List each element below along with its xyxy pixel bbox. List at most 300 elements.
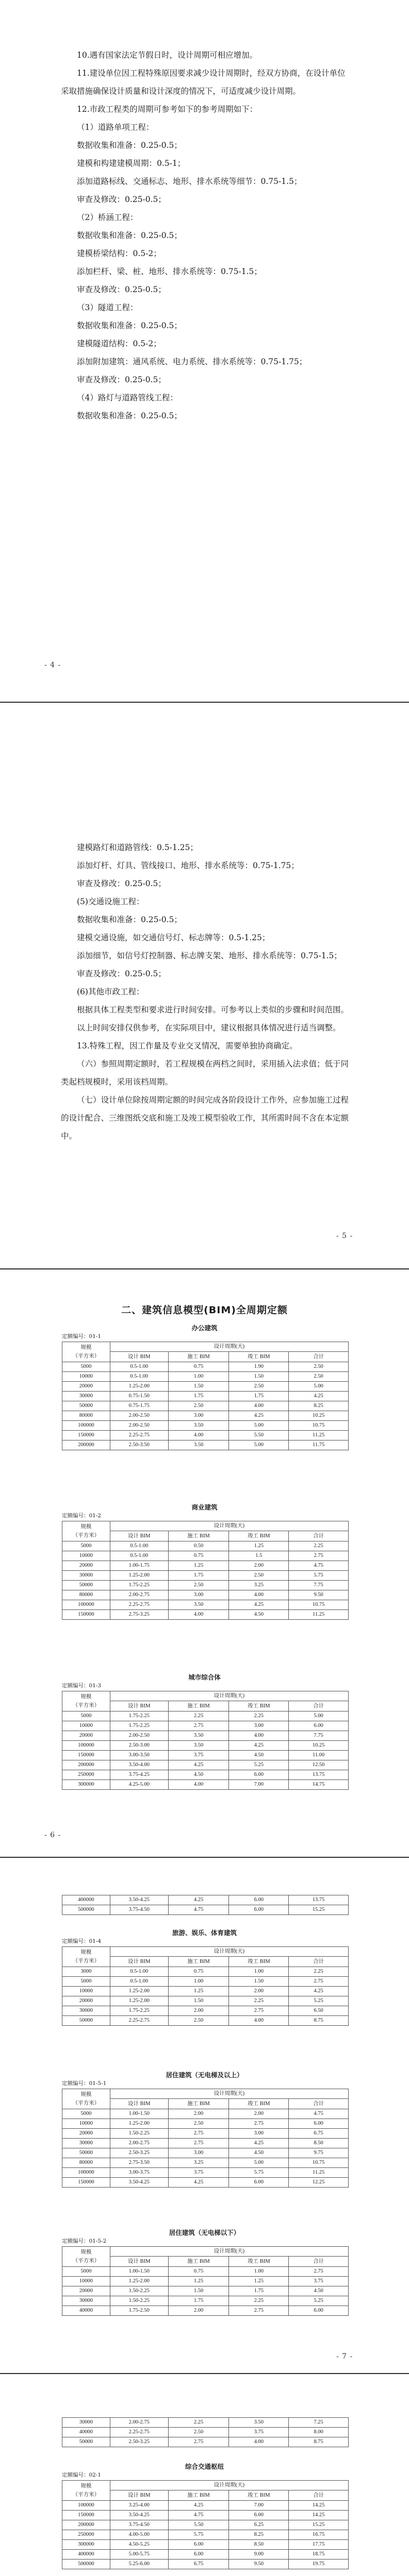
cell-completion-bim: 3.50 [229, 2418, 289, 2428]
table-row [62, 1895, 349, 1905]
cell-total: 10.75 [289, 1421, 349, 1431]
cell-total: 5.25 [289, 2296, 349, 2306]
header-period: 设计周期(天) [110, 1947, 348, 1957]
cell-construction-bim: 4.25 [168, 2178, 229, 2188]
table-row [62, 1610, 349, 1620]
quota-table [62, 1691, 349, 1790]
header-scale: 规模 （平方米） [62, 2247, 110, 2267]
cell-completion-bim: 1.25 [229, 2277, 289, 2286]
table-row [62, 1362, 349, 1372]
paragraph: （1）道路单项工程： [77, 123, 154, 132]
cell-total: 10.75 [289, 2158, 349, 2168]
cell-total: 4.75 [289, 1561, 349, 1571]
paragraph: (6)其他市政工程： [77, 987, 144, 996]
cell-completion-bim: 3.75 [229, 2428, 289, 2437]
cell-completion-bim: 4.25 [229, 1411, 289, 1421]
paragraph: 添加栏杆、梁、桩、地形、排水系统等：0.75-1.5； [77, 267, 262, 276]
table-row [62, 2016, 349, 2026]
cell-completion-bim: 4.50 [229, 2148, 289, 2158]
paragraph: 数据收集和准备：0.25-0.5； [77, 141, 182, 150]
cell-scale: 50000 [62, 2148, 110, 2158]
table-row [62, 1421, 349, 1431]
cell-design-bim: 4.25-5.00 [110, 1780, 168, 1790]
cell-scale: 80000 [62, 2158, 110, 2168]
header-period: 设计周期(天) [110, 2089, 348, 2099]
header-completion-bim: 竣工 BIM [229, 2257, 289, 2267]
cell-scale: 40000 [62, 2428, 110, 2437]
cell-construction-bim: 3.25 [168, 2158, 229, 2168]
cell-total: 8.25 [289, 1401, 349, 1411]
cell-scale: 5000 [62, 1711, 110, 1721]
cell-completion-bim: 1.25 [229, 1541, 289, 1551]
cell-total: 2.25 [289, 1541, 349, 1551]
paragraph: 11.建设单位因工程特殊原因要求减少设计周期时，经双方协商，在设计单位采取措施确保设计质量和设计深度的情况下，可适度减少设计周期。 [61, 69, 346, 96]
cell-scale: 20000 [62, 2129, 110, 2139]
paragraph: 添加灯杆、灯具、管线接口、地形、排水系统等：0.75-1.75； [77, 861, 299, 870]
cell-total: 2.50 [289, 1372, 349, 1382]
table-row [62, 2511, 349, 2520]
cell-scale: 250000 [62, 1770, 110, 1780]
cell-total: 10.75 [289, 1600, 349, 1610]
table-row [62, 1996, 349, 2006]
cell-scale: 20000 [62, 1996, 110, 2006]
cell-completion-bim: 4.50 [229, 1610, 289, 1620]
cell-design-bim: 0.5-1.00 [110, 1541, 168, 1551]
table-row [62, 1770, 349, 1780]
table-code: 定额编号：02-1 [62, 2472, 102, 2478]
cell-scale: 150000 [62, 1610, 110, 1620]
quota-table-continued [62, 1895, 349, 1915]
table-row [62, 1392, 349, 1401]
table-row [62, 1987, 349, 1996]
cell-completion-bim: 1.50 [229, 1977, 289, 1987]
cell-design-bim: 2.25-2.75 [110, 1431, 168, 1440]
cell-design-bim: 2.00-2.50 [110, 1421, 168, 1431]
paragraph: 添加附加建筑：通风系统、电力系统、排水系统等：0.75-1.75； [77, 357, 307, 366]
page-6 [0, 1269, 409, 1857]
cell-scale: 150000 [62, 1751, 110, 1760]
cell-total: 15.25 [289, 1905, 349, 1915]
cell-scale: 10000 [62, 1721, 110, 1731]
cell-scale: 100000 [62, 1741, 110, 1751]
cell-scale: 80000 [62, 1411, 110, 1421]
table-row [62, 2540, 349, 2550]
table-row [62, 2109, 349, 2119]
header-scale: 规模 （平方米） [62, 1342, 110, 1362]
cell-construction-bim: 3.50 [168, 1421, 229, 1431]
cell-design-bim: 1.50-2.25 [110, 2286, 168, 2296]
header-completion-bim: 竣工 BIM [229, 2099, 289, 2109]
cell-total: 4.25 [289, 1987, 349, 1996]
header-design-bim: 设计 BIM [110, 2099, 168, 2109]
header-period: 设计周期(天) [110, 2481, 348, 2490]
cell-design-bim: 1.75-2.25 [110, 1711, 168, 1721]
cell-design-bim: 1.25-2.00 [110, 1571, 168, 1581]
header-completion-bim: 竣工 BIM [229, 1352, 289, 1362]
header-completion-bim: 竣工 BIM [229, 2490, 289, 2501]
cell-construction-bim: 2.50 [168, 2428, 229, 2437]
paragraph: （七）设计单位除按周期定额的时间完成各阶段设计工作外，应参加施工过程的设计配合、三维图纸交底和施工及竣工模型验收工作，其所需时间不含在本定额中。 [61, 1095, 349, 1141]
cell-completion-bim: 1.75 [229, 1392, 289, 1401]
cell-total: 11.25 [289, 1610, 349, 1620]
cell-completion-bim: 2.00 [229, 1561, 289, 1571]
cell-completion-bim: 5.75 [229, 2168, 289, 2178]
header-total: 合计 [289, 1957, 349, 1967]
cell-total: 8.75 [289, 2437, 349, 2447]
table-row [62, 1561, 349, 1571]
header-construction-bim: 施工 BIM [168, 1701, 229, 1711]
cell-construction-bim: 1.25 [168, 2277, 229, 2286]
table-title: 居住建筑（无电梯以下） [169, 2229, 240, 2236]
cell-construction-bim: 1.25 [168, 1987, 229, 1996]
table-row [62, 1600, 349, 1610]
table-row [62, 2267, 349, 2277]
cell-total: 8.50 [289, 2139, 349, 2148]
cell-completion-bim: 1.50 [229, 1372, 289, 1382]
cell-construction-bim: 1.75 [168, 2296, 229, 2306]
cell-design-bim: 0.75-1.75 [110, 1401, 168, 1411]
cell-design-bim: 3.00-3.50 [110, 1751, 168, 1760]
cell-total: 4.50 [289, 2286, 349, 2296]
cell-construction-bim: 4.75 [168, 2511, 229, 2520]
header-design-bim: 设计 BIM [110, 1701, 168, 1711]
cell-completion-bim: 4.00 [229, 2016, 289, 2026]
cell-construction-bim: 3.50 [168, 1741, 229, 1751]
cell-design-bim: 3.25-4.00 [110, 2501, 168, 2511]
cell-scale: 5000 [62, 2109, 110, 2119]
table-row [62, 1741, 349, 1751]
paragraph: （2）桥涵工程： [77, 213, 138, 222]
cell-scale: 400000 [62, 1895, 110, 1905]
table-row [62, 2119, 349, 2129]
cell-construction-bim: 0.50 [168, 1541, 229, 1551]
cell-total: 5.25 [289, 1996, 349, 2006]
cell-design-bim: 1.50-2.25 [110, 2129, 168, 2139]
header-construction-bim: 施工 BIM [168, 2099, 229, 2109]
paragraph: 数据收集和准备：0.25-0.5； [77, 231, 182, 240]
paragraph: 建模和构建建模周期：0.5-1； [77, 159, 186, 168]
cell-completion-bim: 2.75 [229, 2006, 289, 2016]
cell-total: 14.25 [289, 2501, 349, 2511]
cell-scale: 100000 [62, 1600, 110, 1610]
cell-construction-bim: 1.50 [168, 1382, 229, 1392]
cell-construction-bim: 6.75 [168, 2560, 229, 2569]
cell-completion-bim: 5.00 [229, 1421, 289, 1431]
cell-construction-bim: 2.50 [168, 1401, 229, 1411]
header-scale: 规模 （平方米） [62, 1691, 110, 1711]
cell-construction-bim: 0.75 [168, 1967, 229, 1977]
cell-construction-bim: 3.00 [168, 2148, 229, 2158]
cell-completion-bim: 6.00 [229, 2511, 289, 2520]
header-design-bim: 设计 BIM [110, 2257, 168, 2267]
paragraph: 10.遇有国家法定节假日时，设计周期可相应增加。 [77, 50, 258, 60]
cell-total: 11.25 [289, 1431, 349, 1440]
page-5-body [61, 839, 350, 1145]
cell-design-bim: 1.75-2.25 [110, 1581, 168, 1590]
page-number: - 4 - [44, 661, 61, 669]
paragraph: 审查及修改：0.25-0.5； [77, 285, 166, 294]
cell-total: 13.75 [289, 1770, 349, 1780]
cell-scale: 300000 [62, 2540, 110, 2550]
cell-scale: 10000 [62, 1372, 110, 1382]
page-number: - 7 - [336, 2352, 353, 2361]
page-number: - 6 - [44, 1831, 61, 1839]
cell-design-bim: 2.50-3.00 [110, 1741, 168, 1751]
header-total: 合计 [289, 1531, 349, 1541]
chapter-title: 二、建筑信息模型(BIM)全周期定额 [121, 1304, 288, 1316]
cell-design-bim: 1.25-2.00 [110, 1382, 168, 1392]
cell-total: 5.75 [289, 1571, 349, 1581]
cell-construction-bim: 3.00 [168, 1411, 229, 1421]
cell-total: 2.75 [289, 2267, 349, 2277]
page-4-body [61, 46, 350, 425]
cell-construction-bim: 4.50 [168, 1770, 229, 1780]
cell-scale: 500000 [62, 2560, 110, 2569]
cell-total: 7.75 [289, 1731, 349, 1741]
cell-total: 8.75 [289, 2016, 349, 2026]
cell-construction-bim: 0.75 [168, 2267, 229, 2277]
table-row [62, 2501, 349, 2511]
table-row [62, 1411, 349, 1421]
cell-construction-bim: 4.00 [168, 1610, 229, 1620]
cell-scale: 150000 [62, 1431, 110, 1440]
paragraph: 12.市政工程类的周期可参考如下的参考周期如下： [77, 105, 258, 114]
cell-completion-bim: 3.00 [229, 1721, 289, 1731]
cell-scale: 20000 [62, 1382, 110, 1392]
header-construction-bim: 施工 BIM [168, 2490, 229, 2501]
quota-table [62, 2480, 349, 2569]
cell-scale: 30000 [62, 1392, 110, 1401]
cell-total: 6.75 [289, 2129, 349, 2139]
cell-construction-bim: 1.00 [168, 1372, 229, 1382]
table-row [62, 1721, 349, 1731]
table-row [62, 2306, 349, 2316]
header-completion-bim: 竣工 BIM [229, 1957, 289, 1967]
paragraph: 数据收集和准备：0.25-0.5； [77, 411, 182, 420]
header-scale: 规模 （平方米） [62, 1947, 110, 1967]
cell-design-bim: 4.00-5.00 [110, 2530, 168, 2540]
cell-design-bim: 1.75-2.25 [110, 1721, 168, 1731]
header-scale: 规模 （平方米） [62, 2089, 110, 2109]
cell-total: 2.25 [289, 1967, 349, 1977]
cell-completion-bim: 6.25 [229, 2520, 289, 2530]
quota-table [62, 1342, 349, 1450]
cell-scale: 200000 [62, 1440, 110, 1450]
header-period: 设计周期(天) [110, 1342, 348, 1352]
header-period: 设计周期(天) [110, 1521, 348, 1531]
table-row [62, 1780, 349, 1790]
header-total: 合计 [289, 2099, 349, 2109]
cell-design-bim: 3.50-4.25 [110, 1895, 168, 1905]
paragraph: 根据具体工程类型和要求进行时间安排。可参考以上类似的步骤和时间范围。 [77, 1005, 349, 1014]
cell-construction-bim: 2.50 [168, 1581, 229, 1590]
cell-design-bim: 2.00-2.50 [110, 1411, 168, 1421]
quota-table [62, 1521, 349, 1620]
header-completion-bim: 竣工 BIM [229, 1701, 289, 1711]
cell-completion-bim: 2.00 [229, 2109, 289, 2119]
cell-total: 7.75 [289, 1581, 349, 1590]
page-4 [0, 0, 409, 701]
cell-design-bim: 3.50-4.25 [110, 2511, 168, 2520]
cell-scale: 100000 [62, 2501, 110, 2511]
table-title: 办公建筑 [191, 1324, 218, 1332]
table-row [62, 1581, 349, 1590]
cell-scale: 150000 [62, 2178, 110, 2188]
quota-table [62, 2089, 349, 2188]
cell-total: 17.75 [289, 2540, 349, 2550]
cell-construction-bim: 2.25 [168, 2418, 229, 2428]
cell-total: 11.25 [289, 2168, 349, 2178]
header-design-bim: 设计 BIM [110, 1352, 168, 1362]
table-row [62, 2178, 349, 2188]
cell-completion-bim: 1.00 [229, 1967, 289, 1977]
cell-completion-bim: 3.25 [229, 1581, 289, 1590]
cell-design-bim: 3.00-3.75 [110, 2168, 168, 2178]
table-code: 定额编号：01-5-2 [62, 2238, 107, 2244]
cell-construction-bim: 2.00 [168, 2006, 229, 2016]
cell-scale: 150000 [62, 2511, 110, 2520]
cell-design-bim: 1.75-2.50 [110, 2306, 168, 2316]
paragraph: 建模路灯和道路管线：0.5-1.25； [77, 843, 198, 852]
cell-construction-bim: 3.50 [168, 1731, 229, 1741]
cell-design-bim: 0.75-1.50 [110, 1392, 168, 1401]
cell-total: 12.50 [289, 1760, 349, 1770]
paragraph: 数据收集和准备：0.25-0.5； [77, 321, 182, 330]
paragraph: 审查及修改：0.25-0.5； [77, 195, 166, 204]
cell-construction-bim: 2.75 [168, 2139, 229, 2148]
cell-total: 10.25 [289, 1741, 349, 1751]
cell-design-bim: 2.25-2.75 [110, 2428, 168, 2437]
cell-total: 19.75 [289, 2560, 349, 2569]
table-title: 城市综合体 [188, 1673, 221, 1681]
cell-total: 4.25 [289, 1392, 349, 1401]
cell-total: 6.00 [289, 1721, 349, 1731]
cell-scale: 5000 [62, 1977, 110, 1987]
table-row [62, 2129, 349, 2139]
cell-design-bim: 2.75-3.50 [110, 2158, 168, 2168]
table-code: 定额编号：01-3 [62, 1683, 102, 1689]
table-title: 旅游、娱乐、体育建筑 [172, 1929, 237, 1937]
cell-total: 2.75 [289, 1551, 349, 1561]
table-row [62, 1431, 349, 1440]
paragraph: 建模隧道结构：0.5-2； [77, 339, 161, 348]
table-row [62, 2428, 349, 2437]
cell-scale: 200000 [62, 2520, 110, 2530]
cell-total: 4.75 [289, 2109, 349, 2119]
cell-design-bim: 1.00-1.75 [110, 1561, 168, 1571]
cell-scale: 20000 [62, 2286, 110, 2296]
header-scale: 规模 （平方米） [62, 2481, 110, 2501]
table-row [62, 1731, 349, 1741]
cell-design-bim: 0.5-1.00 [110, 1551, 168, 1561]
table-row [62, 2520, 349, 2530]
table-row [62, 1967, 349, 1977]
cell-design-bim: 0.5-1.00 [110, 1362, 168, 1372]
cell-scale: 10000 [62, 2119, 110, 2129]
cell-design-bim: 2.00-2.75 [110, 1590, 168, 1600]
header-period: 设计周期(天) [110, 2247, 348, 2257]
cell-completion-bim: 2.25 [229, 1711, 289, 1721]
cell-scale: 200000 [62, 1760, 110, 1770]
cell-design-bim: 1.25-2.00 [110, 2277, 168, 2286]
cell-scale: 250000 [62, 2530, 110, 2540]
table-title: 居住建筑（无电梯及以上） [166, 2071, 243, 2079]
cell-total: 16.75 [289, 2530, 349, 2540]
cell-construction-bim: 4.75 [168, 1905, 229, 1915]
page-number: - 5 - [336, 1232, 353, 1240]
cell-design-bim: 2.00-2.75 [110, 2139, 168, 2148]
paragraph: （4）路灯与道路管线工程： [77, 393, 178, 402]
cell-design-bim: 5.25-6.00 [110, 2560, 168, 2569]
cell-construction-bim: 2.25 [168, 1711, 229, 1721]
cell-total: 5.00 [289, 1711, 349, 1721]
cell-completion-bim: 6.00 [229, 2178, 289, 2188]
table-row [62, 1571, 349, 1581]
cell-completion-bim: 5.25 [229, 1760, 289, 1770]
cell-scale: 10000 [62, 2277, 110, 2286]
cell-completion-bim: 4.00 [229, 1590, 289, 1600]
table-row [62, 1590, 349, 1600]
cell-completion-bim: 8.50 [229, 2540, 289, 2550]
table-row [62, 1401, 349, 1411]
cell-scale: 80000 [62, 1590, 110, 1600]
quota-table [62, 2246, 349, 2316]
table-row [62, 1541, 349, 1551]
cell-design-bim: 2.25-2.75 [110, 2016, 168, 2026]
cell-construction-bim: 4.25 [168, 1895, 229, 1905]
cell-design-bim: 3.50-4.25 [110, 2178, 168, 2188]
cell-scale: 100000 [62, 2168, 110, 2178]
cell-total: 2.75 [289, 1977, 349, 1987]
cell-design-bim: 1.50-2.25 [110, 2296, 168, 2306]
cell-scale: 50000 [62, 1401, 110, 1411]
table-row [62, 2286, 349, 2296]
cell-construction-bim: 4.00 [168, 1431, 229, 1440]
paragraph: 建模交通设施，如交通信号灯、标志牌等：0.5-1.25； [77, 933, 270, 942]
cell-total: 14.25 [289, 2511, 349, 2520]
cell-total: 6.00 [289, 2306, 349, 2316]
cell-completion-bim: 2.75 [229, 2306, 289, 2316]
cell-design-bim: 2.75-3.25 [110, 1610, 168, 1620]
cell-scale: 400000 [62, 2550, 110, 2560]
header-completion-bim: 竣工 BIM [229, 1531, 289, 1541]
cell-completion-bim: 8.25 [229, 2530, 289, 2540]
cell-completion-bim: 5.00 [229, 1440, 289, 1450]
cell-scale: 20000 [62, 1731, 110, 1741]
table-row [62, 2168, 349, 2178]
cell-construction-bim: 3.75 [168, 1751, 229, 1760]
table-title: 综合交通枢纽 [185, 2463, 224, 2470]
cell-scale: 30000 [62, 2418, 110, 2428]
cell-completion-bim: 2.25 [229, 2296, 289, 2306]
header-design-bim: 设计 BIM [110, 1531, 168, 1541]
cell-construction-bim: 2.75 [168, 1721, 229, 1731]
cell-completion-bim: 2.50 [229, 1382, 289, 1392]
cell-construction-bim: 1.75 [168, 1571, 229, 1581]
cell-construction-bim: 3.75 [168, 2168, 229, 2178]
table-row [62, 1382, 349, 1392]
cell-completion-bim: 4.25 [229, 1741, 289, 1751]
paragraph: 建模桥梁结构：0.5-2； [77, 249, 161, 258]
paragraph: 13.特殊工程，因工作量及专业交叉情况，需要单独协商确定。 [77, 1041, 298, 1050]
cell-total: 18.75 [289, 2550, 349, 2560]
cell-total: 11.75 [289, 1440, 349, 1450]
header-construction-bim: 施工 BIM [168, 1957, 229, 1967]
cell-total: 7.25 [289, 2418, 349, 2428]
cell-design-bim: 1.75-2.25 [110, 2006, 168, 2016]
table-row [62, 1905, 349, 1915]
cell-scale: 3000 [62, 1967, 110, 1977]
